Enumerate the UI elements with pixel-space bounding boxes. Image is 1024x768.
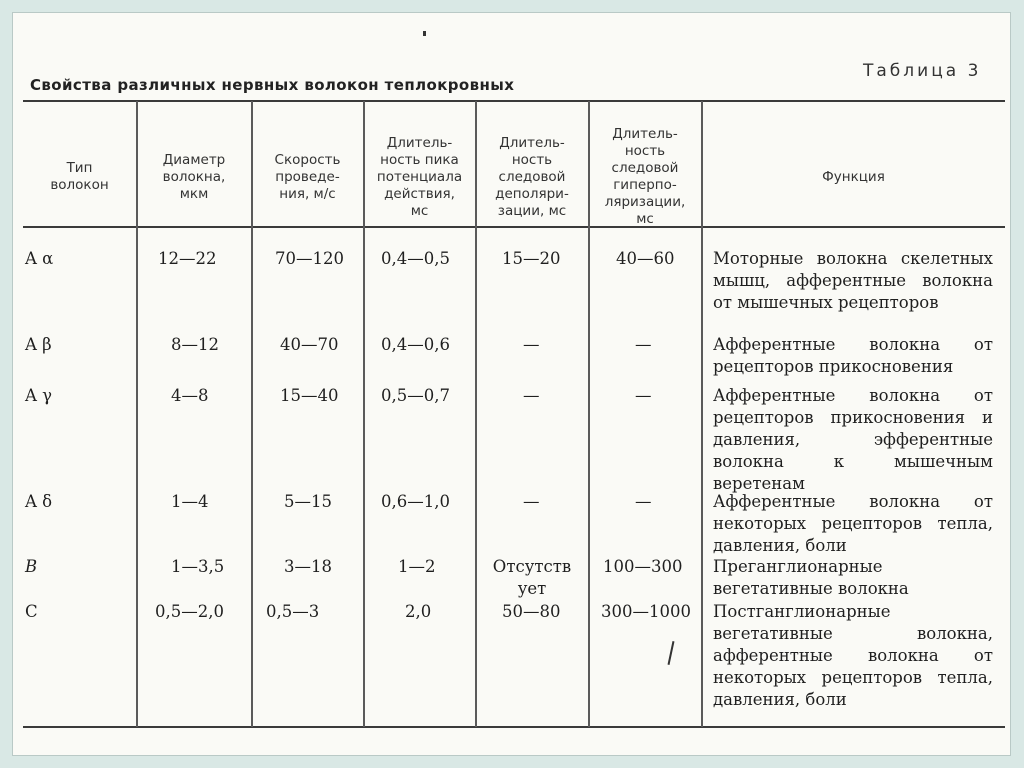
header-hyperpolarization: Длитель- ность следовой гиперпо- ляризации, мс: [604, 126, 686, 227]
table-row-function: Афферентные волокна от рецепторов прикосновения: [713, 335, 993, 376]
header-depolarization: Длитель- ность следовой деполяри- зации, мс: [495, 134, 569, 219]
table-row-peak: 0,6—1,0: [381, 492, 450, 511]
header-fiber-type: Тип волокон: [50, 160, 109, 193]
table-row-hyperpolarization: —: [635, 386, 652, 405]
table-row-peak: 1—2: [398, 557, 436, 576]
table-row-depolarization: 50—80: [502, 602, 561, 621]
table-row-peak: 2,0: [405, 602, 432, 621]
table-row-hyperpolarization: 40—60: [616, 249, 675, 268]
table-row-depolarization: —: [523, 492, 540, 511]
table-row-function: Преганглионарные вегетативные волокна: [713, 557, 909, 598]
table-row-peak: 0,4—0,6: [381, 335, 450, 354]
table-top-rule: [23, 100, 1005, 102]
table-row-peak: 0,4—0,5: [381, 249, 450, 268]
table-row-diameter: 1—3,5: [171, 557, 225, 576]
table-row-diameter: 1—4: [171, 492, 209, 511]
table-row-depolarization: Отсутствует: [492, 557, 572, 598]
table-row-function: Моторные волокна скелетных мышц, афферентные волокна от мышечных рецепторов: [713, 249, 993, 312]
table-row-function: Афферентные волокна от рецепторов прикосновения и давления, эфферентные волокна к мышечным веретенам: [713, 386, 993, 493]
table-row-type: C: [25, 602, 38, 621]
table-row-type: A γ: [25, 386, 53, 405]
table-bottom-rule: [23, 726, 1005, 728]
print-speck: [668, 641, 675, 665]
table-row-diameter: 12—22: [158, 249, 217, 268]
table-row-type: B: [25, 557, 38, 576]
table-row-function: Афферентные волокна от некоторых рецепторов тепла, давления, боли: [713, 492, 993, 555]
table-row-diameter: 4—8: [171, 386, 209, 405]
header-speed: Скорость проведе- ния, м/с: [274, 151, 341, 202]
table-row-hyperpolarization: —: [635, 492, 652, 511]
print-speck: [423, 31, 426, 36]
table-row-diameter: 0,5—2,0: [155, 602, 224, 621]
table-row-speed: 0,5—3: [266, 602, 320, 621]
header-diameter: Диаметр волокна, мкм: [162, 151, 226, 202]
table-row-depolarization: —: [523, 386, 540, 405]
table-row-hyperpolarization: —: [635, 335, 652, 354]
table-row-depolarization: —: [523, 335, 540, 354]
header-peak-duration: Длитель- ность пика потенциала действия, мс: [376, 134, 463, 219]
header-function: Функция: [822, 168, 885, 185]
table-row-type: A α: [25, 249, 54, 268]
table-row-type: A β: [25, 335, 52, 354]
table-row-hyperpolarization: 100—300: [603, 557, 683, 576]
table-row-function: Постганглионарные вегетативные волокна, афферентные волокна от некоторых рецепторов тепла, давления, боли: [713, 602, 993, 709]
table-row-hyperpolarization: 300—1000: [601, 602, 691, 621]
document-page: [12, 12, 1011, 756]
table-row-speed: 70—120: [275, 249, 344, 268]
table-row-diameter: 8—12: [171, 335, 219, 354]
table-row-speed: 5—15: [284, 492, 332, 511]
table-row-type: A δ: [25, 492, 53, 511]
table-number: Таблица 3: [863, 61, 982, 81]
table-row-peak: 0,5—0,7: [381, 386, 450, 405]
table-row-speed: 3—18: [284, 557, 332, 576]
table-row-depolarization: 15—20: [502, 249, 561, 268]
table-row-speed: 40—70: [280, 335, 339, 354]
table-row-speed: 15—40: [280, 386, 339, 405]
table-title: Свойства различных нервных волокон теплокровных: [30, 76, 515, 94]
